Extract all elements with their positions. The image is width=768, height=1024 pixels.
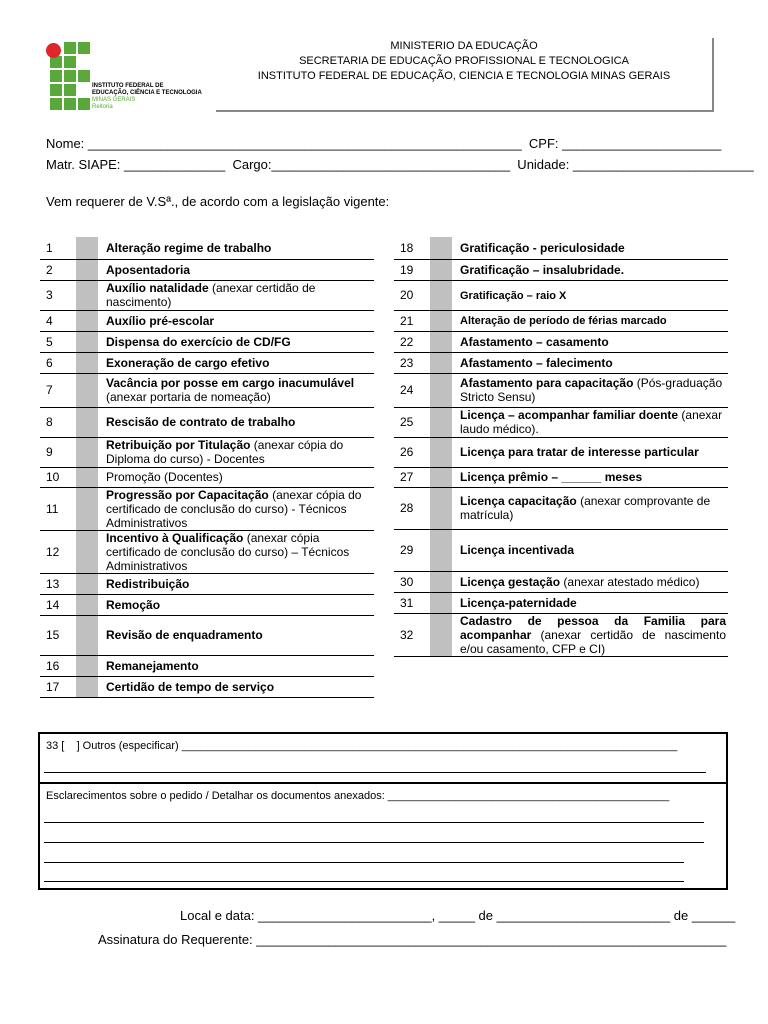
request-note: (anexar certidão de nascimento) (106, 281, 316, 309)
request-label (98, 573, 374, 594)
logo-text-line3: MINAS GERAIS (92, 97, 136, 103)
logo-text (92, 83, 202, 111)
request-title: Licença gestação (460, 574, 561, 589)
request-row (40, 373, 374, 407)
request-label (98, 310, 374, 331)
request-row (40, 676, 374, 697)
request-row (40, 594, 374, 615)
request-label (452, 529, 728, 571)
request-checkbox[interactable] (76, 259, 98, 280)
request-title: Vacância por posse em cargo inacumulável (106, 376, 355, 390)
request-row (394, 437, 728, 467)
request-number: 26 (394, 437, 430, 467)
request-label (98, 373, 374, 407)
request-checkbox[interactable] (430, 487, 452, 529)
request-number: 7 (40, 373, 76, 407)
request-row (394, 487, 728, 529)
request-row (40, 615, 374, 655)
request-row (394, 467, 728, 487)
request-checkbox[interactable] (76, 373, 98, 407)
request-row (394, 259, 728, 280)
request-number: 16 (40, 655, 76, 676)
request-label (452, 613, 728, 656)
request-title: Afastamento – casamento (460, 334, 609, 349)
request-number: 23 (394, 352, 430, 373)
request-checkbox[interactable] (76, 437, 98, 467)
request-row (40, 407, 374, 437)
request-title: Licença-paternidade (460, 595, 577, 610)
request-label (452, 407, 728, 437)
request-label (98, 530, 374, 573)
request-checkbox[interactable] (76, 487, 98, 530)
request-title: Retribuição por Titulação (106, 438, 251, 452)
request-note: (anexar comprovante de matrícula) (460, 494, 711, 522)
request-title: Dispensa do exercício de CD/FG (106, 334, 291, 349)
clarification-line[interactable] (44, 881, 684, 882)
request-checkbox[interactable] (430, 331, 452, 352)
request-checkbox[interactable] (430, 613, 452, 656)
clarification-box (38, 782, 728, 890)
request-title: Licença – acompanhar familiar doente (460, 408, 679, 422)
request-row (394, 373, 728, 407)
request-note: (Pós-graduação Stricto Sensu) (460, 376, 723, 404)
request-label (452, 487, 728, 529)
request-checkbox[interactable] (76, 573, 98, 594)
request-checkbox[interactable] (430, 467, 452, 487)
request-number: 31 (394, 592, 430, 613)
request-checkbox[interactable] (430, 592, 452, 613)
request-number: 29 (394, 529, 430, 571)
others-line[interactable] (44, 772, 706, 773)
request-checkbox[interactable] (76, 237, 98, 259)
request-number: 8 (40, 407, 76, 437)
request-title: Auxílio natalidade (106, 281, 209, 295)
request-label (98, 655, 374, 676)
request-row (394, 310, 728, 331)
request-title: Licença incentivada (460, 543, 575, 557)
request-title: Remoção (106, 597, 161, 612)
request-checkbox[interactable] (430, 237, 452, 259)
request-row (394, 331, 728, 352)
request-number: 6 (40, 352, 76, 373)
request-number: 22 (394, 331, 430, 352)
request-label (452, 280, 728, 310)
request-row (40, 310, 374, 331)
request-row (394, 280, 728, 310)
request-label (98, 280, 374, 310)
request-checkbox[interactable] (430, 310, 452, 331)
request-note: (anexar certidão de nascimento e/ou casamento, CFP e CI) (460, 627, 726, 656)
request-title: Revisão de enquadramento (106, 628, 263, 642)
request-number: 5 (40, 331, 76, 352)
request-label (452, 571, 728, 592)
request-row (40, 487, 374, 530)
request-checkbox[interactable] (430, 352, 452, 373)
logo-text-line4: Reitoria (92, 104, 113, 110)
request-checkbox[interactable] (76, 407, 98, 437)
request-title: Aposentadoria (106, 262, 191, 277)
request-note: (anexar cópia certificado de conclusão do curso) – Técnicos Administrativos (106, 530, 350, 573)
request-label (98, 259, 374, 280)
others-box (38, 732, 728, 784)
request-number: 13 (40, 573, 76, 594)
request-number: 17 (40, 676, 76, 697)
request-number: 27 (394, 467, 430, 487)
request-row (394, 407, 728, 437)
request-title: Rescisão de contrato de trabalho (106, 415, 296, 429)
request-label (98, 594, 374, 615)
logo-text-line1: INSTITUTO FEDERAL DE (92, 83, 164, 89)
request-row (40, 573, 374, 594)
request-row (40, 237, 374, 259)
request-title: Gratificação – insalubridade. (460, 262, 625, 277)
request-row (40, 530, 374, 573)
request-title: Gratificação – raio X (460, 289, 567, 302)
clarification-line[interactable] (44, 842, 704, 843)
request-checkbox[interactable] (76, 530, 98, 573)
request-title: Progressão por Capacitação (106, 487, 269, 502)
request-number: 14 (40, 594, 76, 615)
request-row (40, 467, 374, 487)
request-number: 20 (394, 280, 430, 310)
request-checkbox[interactable] (430, 437, 452, 467)
others-label[interactable]: 33 [ ] Outros (especificar) _________________________________________________________________________________ (46, 740, 678, 752)
request-note: Promoção (Docentes) (106, 470, 223, 484)
request-note: (anexar atestado médico) (560, 574, 700, 589)
header-institute: INSTITUTO FEDERAL DE EDUCAÇÃO, CIENCIA E TECNOLOGIA MINAS GERAIS (257, 70, 671, 82)
request-checkbox[interactable] (76, 280, 98, 310)
clarification-label[interactable]: Esclarecimentos sobre o pedido / Detalhar os documentos anexados: ______________________________________________ (46, 790, 670, 802)
request-number: 32 (394, 613, 430, 656)
request-label (452, 592, 728, 613)
request-note: (anexar cópia do Diploma do curso) - Docentes (106, 438, 344, 466)
request-checkbox[interactable] (76, 615, 98, 655)
request-checkbox[interactable] (430, 280, 452, 310)
request-number: 11 (40, 487, 76, 530)
request-row (394, 529, 728, 571)
request-row (40, 259, 374, 280)
request-label (452, 310, 728, 331)
request-label (98, 352, 374, 373)
request-checkbox[interactable] (76, 594, 98, 615)
header-ministry: MINISTERIO DA EDUCAÇÃO (390, 40, 538, 52)
request-row (394, 613, 728, 656)
request-checkbox[interactable] (430, 529, 452, 571)
request-label (452, 467, 728, 487)
request-checkbox[interactable] (76, 352, 98, 373)
request-number: 9 (40, 437, 76, 467)
request-checkbox[interactable] (76, 331, 98, 352)
clarification-line[interactable] (44, 822, 704, 823)
request-checkbox[interactable] (76, 655, 98, 676)
request-number: 1 (40, 237, 76, 259)
request-label (98, 437, 374, 467)
right-request-table (394, 237, 728, 657)
nome-cpf-line[interactable]: Nome: ____________________________________________________________ CPF: ______________________ (46, 136, 722, 151)
request-title: Alteração regime de trabalho (106, 240, 272, 255)
request-row (394, 352, 728, 373)
request-checkbox[interactable] (430, 373, 452, 407)
request-checkbox[interactable] (76, 467, 98, 487)
request-number: 3 (40, 280, 76, 310)
request-title: Certidão de tempo de serviço (106, 679, 275, 694)
request-row (40, 437, 374, 467)
request-row (394, 571, 728, 592)
request-title: Gratificação - periculosidade (460, 240, 625, 255)
request-checkbox[interactable] (76, 310, 98, 331)
request-number: 4 (40, 310, 76, 331)
request-title: Licença para tratar de interesse particular (460, 445, 699, 459)
request-title: Cadastro de pessoa da Familia para acompanhar (460, 613, 726, 642)
request-label (452, 237, 728, 259)
request-label (98, 331, 374, 352)
request-title: Afastamento para capacitação (460, 376, 634, 390)
request-label (98, 615, 374, 655)
request-note: (anexar cópia do certificado de conclusão do curso) - Técnicos Administrativos (106, 487, 362, 530)
request-title: Alteração de período de férias marcado (460, 315, 667, 327)
request-title: Licença capacitação (460, 494, 577, 508)
header-box (216, 38, 714, 112)
request-label (452, 259, 728, 280)
request-title: Licença prêmio – ______ meses (460, 470, 643, 484)
intro-text: Vem requerer de V.Sª., de acordo com a legislação vigente: (46, 194, 390, 209)
request-label (98, 407, 374, 437)
request-number: 15 (40, 615, 76, 655)
request-checkbox[interactable] (430, 407, 452, 437)
request-row (40, 280, 374, 310)
request-note: (anexar laudo médico). (460, 408, 723, 436)
left-request-table (40, 237, 374, 698)
local-date-line[interactable]: Local e data: ________________________, _____ de ________________________ de ______ (180, 908, 736, 923)
request-title: Remanejamento (106, 658, 199, 673)
request-title: Redistribuição (106, 576, 190, 591)
request-label (452, 373, 728, 407)
request-number: 18 (394, 237, 430, 259)
request-row (394, 237, 728, 259)
request-row (40, 331, 374, 352)
request-label (452, 437, 728, 467)
request-number: 25 (394, 407, 430, 437)
logo-red-dot (46, 43, 61, 58)
request-number: 12 (40, 530, 76, 573)
request-number: 24 (394, 373, 430, 407)
logo-text-line2: EDUCAÇÃO, CIÊNCIA E TECNOLOGIA (92, 90, 202, 96)
request-number: 28 (394, 487, 430, 529)
request-label (452, 331, 728, 352)
request-label (98, 467, 374, 487)
request-number: 2 (40, 259, 76, 280)
header-secretariat: SECRETARIA DE EDUCAÇÃO PROFISSIONAL E TECNOLOGICA (299, 55, 629, 67)
request-row (40, 352, 374, 373)
matr-cargo-unidade-line[interactable]: Matr. SIAPE: ______________ Cargo:_________________________________ Unidade: _________________________ (46, 157, 754, 172)
clarification-line[interactable] (44, 862, 684, 863)
request-label (98, 487, 374, 530)
request-note: (anexar portaria de nomeação) (106, 390, 271, 404)
request-number: 30 (394, 571, 430, 592)
request-title: Auxílio pré-escolar (106, 313, 215, 328)
request-checkbox[interactable] (76, 676, 98, 697)
request-label (98, 676, 374, 697)
request-number: 10 (40, 467, 76, 487)
request-row (40, 655, 374, 676)
request-checkbox[interactable] (430, 571, 452, 592)
request-label (98, 237, 374, 259)
request-number: 19 (394, 259, 430, 280)
request-title: Exoneração de cargo efetivo (106, 355, 270, 370)
request-row (394, 592, 728, 613)
request-title: Incentivo à Qualificação (106, 530, 244, 545)
signature-line[interactable]: Assinatura do Requerente: _________________________________________________________________ (98, 932, 727, 947)
request-number: 21 (394, 310, 430, 331)
request-checkbox[interactable] (430, 259, 452, 280)
request-title: Afastamento – falecimento (460, 355, 613, 370)
request-label (452, 352, 728, 373)
